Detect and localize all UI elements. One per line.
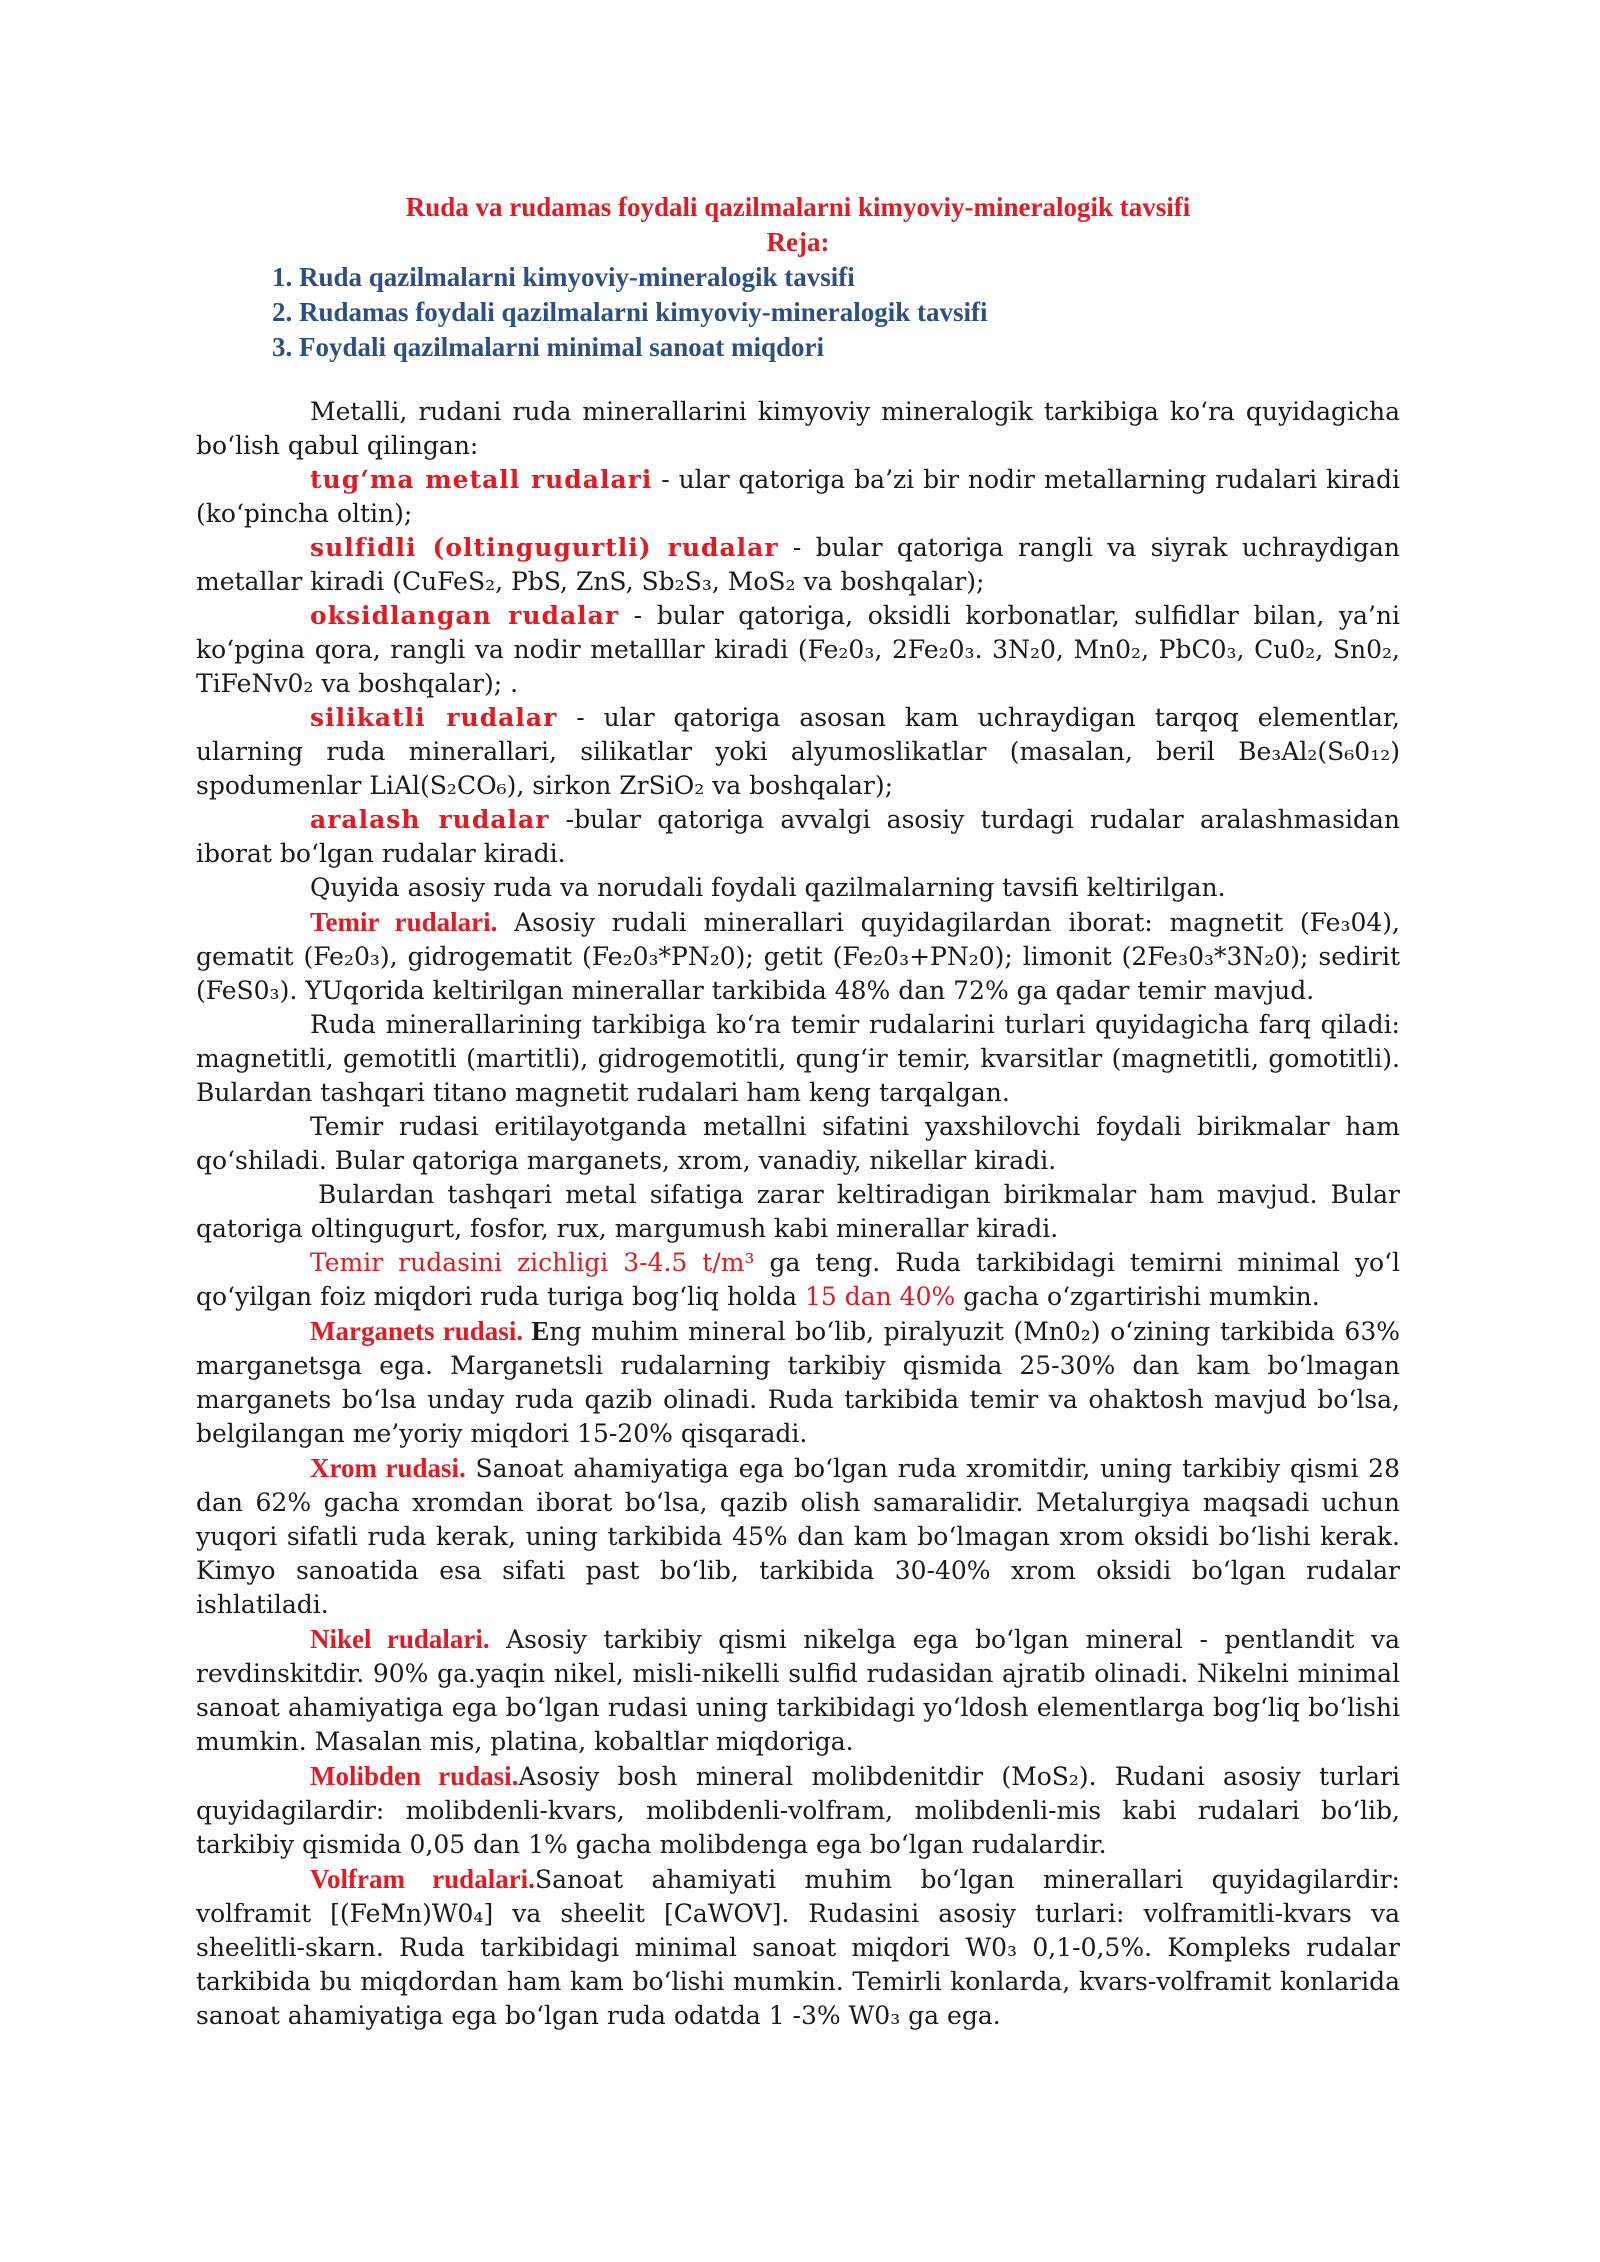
section-text: Sanoat ahamiyati muhim bo‘lgan minerallari quyidagilardir: volframit [(FeMn)W0₄] va sheelit [CaWOV]. Rudasini asosiy turlari: volframitli-kvars va sheelitli-skarn. Ruda tarkibidagi minimal sanoat miqdori W0₃ 0,1-0,5%. Kompleks rudalar tarkibida bu miqdordan ham kam bo‘lishi mumkin. Temirli konlarda, kvars-volframit konlarida sanoat ahamiyatiga ega bo‘lgan ruda odatda 1 -3% W0₃ ga ega.: [196, 1865, 1400, 2030]
type-heading: sulfidli (oltingugurtli) rudalar: [310, 533, 779, 562]
type-heading: tug‘ma metall rudalari: [310, 465, 653, 494]
section-paragraph: [196, 1314, 1400, 1451]
section-text: ga teng. Ruda tarkibidagi temirni minimal yo‘l qo‘yilgan foiz miqdori ruda turiga bog‘liq holda: [196, 1248, 1401, 1311]
section-text: Asosiy tarkibiy qismi nikelga ega bo‘lgan mineral - pentlandit va revdinskitdir. 90% ga.yaqin nikel, misli-nikelli sulfid rudasidan ajratib olinadi. Nikelni minimal sanoat ahamiyatiga ega bo‘lgan rudasi uning tarkibidagi yo‘ldosh elementlarga bog‘liq bo‘lishi mumkin. Masalan mis, platina, kobaltlar miqdoriga.: [196, 1625, 1400, 1756]
section-paragraph: [196, 1451, 1400, 1622]
type-paragraph: [196, 701, 1400, 803]
section-heading-xrom: Xrom rudasi.: [310, 1453, 466, 1483]
section-paragraph: Bulardan tashqari metal sifatiga zarar keltiradigan birikmalar ham mavjud. Bular qatoriga oltingugurt, fosfor, rux, margumush kabi minerallar kiradi.: [196, 1180, 1400, 1243]
section-paragraph: [196, 905, 1400, 1008]
type-paragraph: [196, 531, 1400, 599]
type-text: -bular qatoriga avvalgi asosiy turdagi rudalar aralashmasidan iborat bo‘lgan rudalar kiradi.: [196, 805, 1400, 868]
document-body: [196, 395, 1400, 2033]
density-highlight: Temir rudasini zichligi 3-4.5 t/m³: [310, 1248, 755, 1277]
plan-list: [272, 260, 1400, 365]
type-text: - bular qatoriga rangli va siyrak uchraydigan metallar kiradi (CuFeS₂, PbS, ZnS, Sb₂S₃, MoS₂ va boshqalar);: [196, 533, 1401, 596]
section-text: Asosiy bosh mineral molibdenitdir (MoS₂). Rudani asosiy turlari quyidagilardir: molibdenli-kvars, molibdenli-volfram, molibdenli-mis kabi rudalari bo‘lib, tarkibiy qismida 0,05 dan 1% gacha molibdenga ega bo‘lgan rudalardir.: [196, 1762, 1400, 1859]
intro-paragraph: Metalli, rudani ruda minerallarini kimyoviy mineralogik tarkibiga ko‘ra quyidagicha bo‘lish qabul qilingan:: [196, 397, 1400, 460]
section-paragraph: Temir rudasi eritilayotganda metallni sifatini yaxshilovchi foydali birikmalar ham qo‘shiladi. Bular qatoriga marganets, xrom, vanadiy, nikellar kiradi.: [196, 1112, 1400, 1175]
section-text: Asosiy rudali minerallari quyidagilardan iborat: magnetit (Fe₃04), gematit (Fe₂0₃), gidrogematit (Fe₂0₃*PN₂0); getit (Fe₂0₃+PN₂0); limonit (2Fe₃0₃*3N₂0); sedirit (FeS0₃). YUqorida keltirilgan minerallar tarkibida 48% dan 72% ga qadar temir mavjud.: [196, 908, 1400, 1005]
section-text: Sanoat ahamiyatiga ega bo‘lgan ruda xromitdir, uning tarkibiy qismi 28 dan 62% gacha xromdan iborat bo‘lsa, qazib olish samaralidir. Metalurgiya maqsadi uchun yuqori sifatli ruda kerak, uning tarkibida 45% dan kam bo‘lmagan xrom oksidi bo‘lishi kerak. Kimyo sanoatida esa sifati past bo‘lib, tarkibida 30-40% xrom oksidi bo‘lgan rudalar ishlatiladi.: [196, 1454, 1400, 1619]
plan-item: 1. Ruda qazilmalarni kimyoviy-mineralogik tavsifi: [272, 262, 855, 292]
plan-item: 2. Rudamas foydali qazilmalarni kimyoviy-mineralogik tavsifi: [272, 297, 988, 327]
overview-paragraph: Quyida asosiy ruda va norudali foydali qazilmalarning tavsifi keltirilgan.: [310, 873, 1226, 902]
type-paragraph: [196, 599, 1400, 701]
type-text: - ular qatoriga asosan kam uchraydigan tarqoq elementlar, ularning ruda minerallari, silikatlar yoki alyumoslikatlar (masalan, beril Be₃Al₂(S₆0₁₂) spodumenlar LiAl(S₂CO₆), sirkon ZrSiO₂ va boshqalar);: [196, 703, 1400, 800]
title-block: [196, 190, 1400, 260]
section-paragraph: Ruda minerallarining tarkibiga ko‘ra temir rudalarini turlari quyidagicha farq qiladi: magnetitli, gemotitli (martitli), gidrogemotitli, qung‘ir temir, kvarsitlar (magnetitli, gomotitli). Bulardan tashqari titano magnetit rudalari ham keng tarqalgan.: [196, 1010, 1400, 1107]
plan-item: 3. Foydali qazilmalarni minimal sanoat miqdori: [272, 332, 825, 362]
section-heading-temir: Temir rudalari.: [310, 907, 498, 937]
plan-heading: Reja:: [766, 227, 830, 257]
type-heading: silikatli rudalar: [310, 703, 558, 732]
section-heading-nikel: Nikel rudalari.: [310, 1624, 490, 1654]
section-paragraph: [196, 1622, 1400, 1759]
section-paragraph: [196, 1246, 1400, 1314]
type-paragraph: [196, 803, 1400, 871]
section-text-initial: E: [523, 1316, 550, 1346]
section-text: gacha o‘zgartirishi mumkin.: [955, 1282, 1320, 1311]
section-text: ng muhim mineral bo‘lib, piralyuzit (Mn0₂) o‘zining tarkibida 63% marganetsga ega. Marganetsli rudalarning tarkibiy qismida 25-30% dan kam bo‘lmagan marganets bo‘lsa unday ruda qazib olinadi. Ruda tarkibida temir va ohaktosh mavjud bo‘lsa, belgilangan me’yoriy miqdori 15-20% qisqaradi.: [196, 1317, 1400, 1448]
type-heading: oksidlangan rudalar: [310, 601, 620, 630]
type-paragraph: [196, 463, 1400, 531]
section-paragraph: [196, 1759, 1400, 1862]
section-heading-marganets: Marganets rudasi.: [310, 1316, 524, 1346]
type-text: - ular qatoriga ba’zi bir nodir metallarning rudalari kiradi (ko‘pincha oltin);: [196, 465, 1400, 528]
section-heading-molibden: Molibden rudasi.: [310, 1761, 519, 1791]
document-page: [196, 190, 1400, 2033]
section-heading-volfram: Volfram rudalari.: [310, 1864, 535, 1894]
section-paragraph: [196, 1862, 1400, 2033]
percent-highlight: 15 dan 40%: [804, 1282, 956, 1311]
type-heading: aralash rudalar: [310, 805, 550, 834]
type-text: - bular qatoriga, oksidli korbonatlar, sulfidlar bilan, ya’ni ko‘pgina qora, rangli va nodir metalllar kiradi (Fe₂0₃, 2Fe₂0₃. 3N₂0, Mn0₂, PbC0₃, Cu0₂, Sn0₂, TiFeNv0₂ va boshqalar); .: [196, 601, 1400, 698]
document-title: Ruda va rudamas foydali qazilmalarni kimyoviy-mineralogik tavsifi: [405, 192, 1191, 222]
